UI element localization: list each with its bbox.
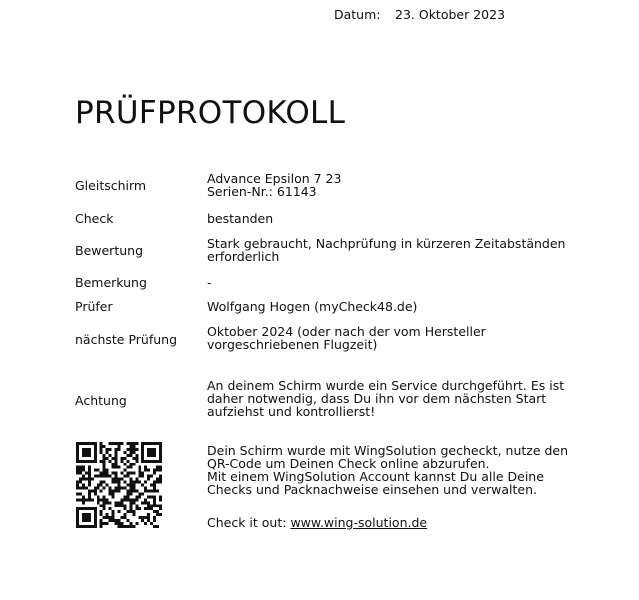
label-bewertung: Bewertung (75, 243, 143, 258)
value-gleitschirm (207, 172, 587, 198)
wingsolution-line-4: Checks und Packnachweise einsehen und verwalten. (207, 482, 537, 497)
label-achtung: Achtung (75, 393, 127, 408)
naechste-line-1: Oktober 2024 (oder nach der vom Hersteller (207, 324, 486, 339)
label-bemerkung: Bemerkung (75, 275, 147, 290)
achtung-line-1: An deinem Schirm wurde ein Service durchgeführt. Es ist (207, 378, 565, 393)
naechste-line-2: vorgeschriebenen Flugzeit) (207, 337, 378, 352)
glider-serial: Serien-Nr.: 61143 (207, 184, 317, 199)
label-gleitschirm: Gleitschirm (75, 178, 147, 193)
value-naechste-pruefung (207, 325, 587, 351)
wingsolution-line-2: QR-Code um Deinen Check online abzurufen. (207, 456, 490, 471)
wingsolution-info (207, 444, 568, 496)
checkout-prefix: Check it out: (207, 515, 291, 530)
value-bemerkung: - (207, 275, 212, 290)
bewertung-line-2: erforderlich (207, 249, 280, 264)
achtung-line-3: aufziehst und kontrollierst! (207, 404, 376, 419)
date-label: Datum: (334, 7, 381, 22)
date-value: 23. Oktober 2023 (395, 7, 506, 22)
value-check: bestanden (207, 211, 274, 226)
document-title: PRÜFPROTOKOLL (75, 95, 346, 131)
qr-code-icon[interactable] (76, 442, 162, 528)
wingsolution-line-1: Dein Schirm wurde mit WingSolution gecheckt, nutze den (207, 443, 569, 458)
bewertung-line-1: Stark gebraucht, Nachprüfung in kürzeren Zeitabständen (207, 236, 566, 251)
label-pruefer: Prüfer (75, 299, 113, 314)
value-bewertung (207, 237, 587, 263)
value-pruefer: Wolfgang Hogen (myCheck48.de) (207, 299, 418, 314)
glider-model: Advance Epsilon 7 23 (207, 171, 342, 186)
achtung-line-2: daher notwendig, dass Du ihn vor dem nächsten Start (207, 391, 547, 406)
checkout-line (207, 516, 427, 529)
value-achtung (207, 379, 587, 418)
label-check: Check (75, 211, 114, 226)
label-naechste-pruefung: nächste Prüfung (75, 332, 178, 347)
wingsolution-link[interactable]: www.wing-solution.de (290, 515, 428, 530)
wingsolution-line-3: Mit einem WingSolution Account kannst Du alle Deine (207, 469, 544, 484)
